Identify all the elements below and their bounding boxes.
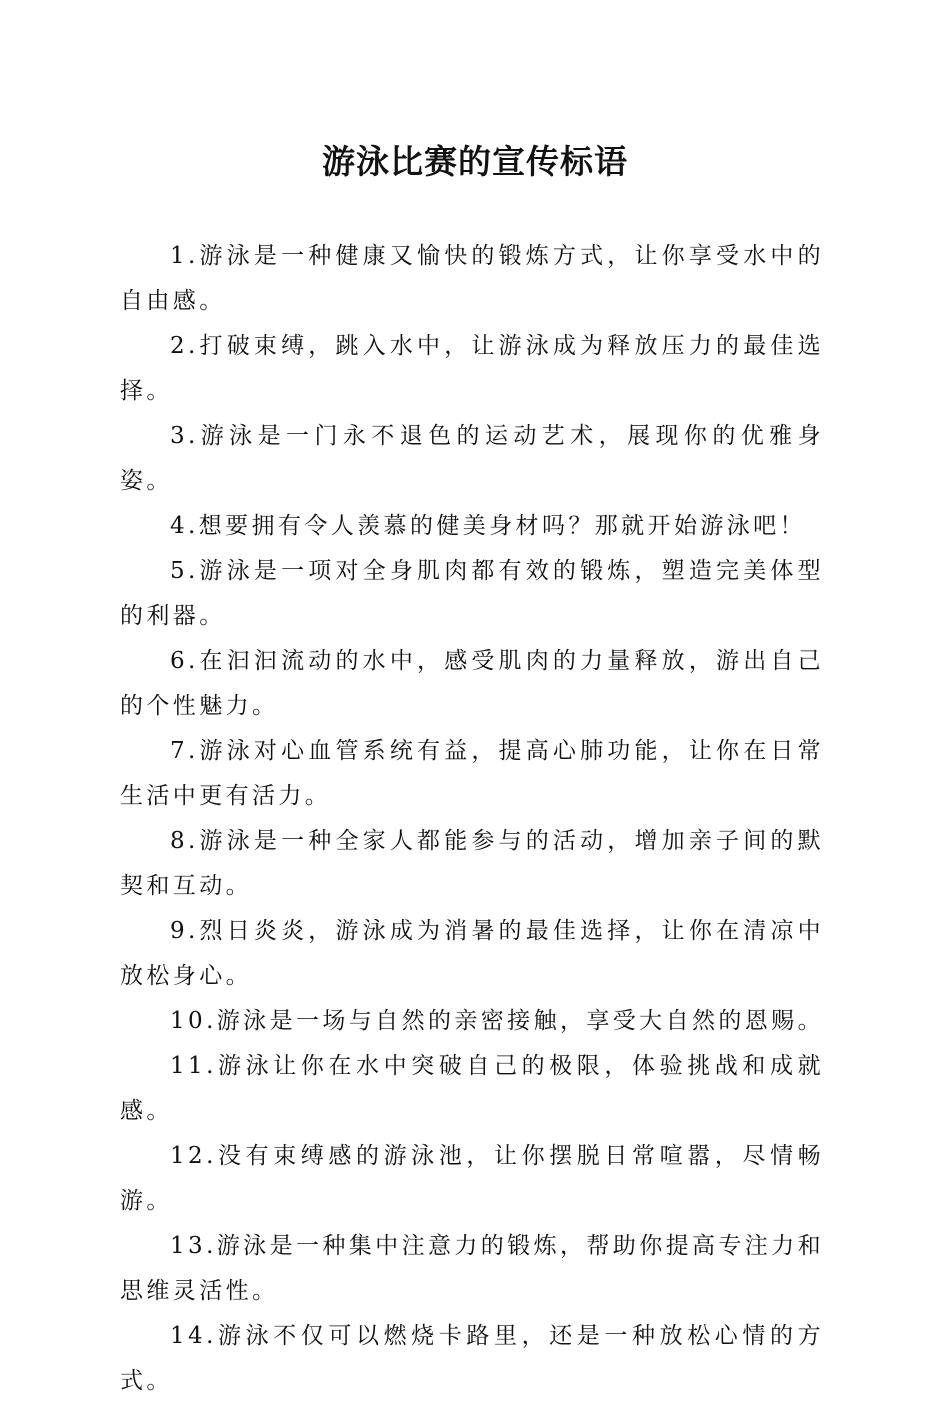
slogan-item: 5.游泳是一项对全身肌肉都有效的锻炼，塑造完美体型的利器。 [120,558,824,629]
slogan-item: 12.没有束缚感的游泳池，让你摆脱日常喧嚣，尽情畅游。 [120,1143,824,1214]
slogan-list [120,234,824,1404]
slogan-item: 13.游泳是一种集中注意力的锻炼，帮助你提高专注力和思维灵活性。 [120,1233,824,1304]
slogan-item: 10.游泳是一场与自然的亲密接触，享受大自然的恩赐。 [170,1008,824,1034]
slogan-item: 14.游泳不仅可以燃烧卡路里，还是一种放松心情的方式。 [120,1323,824,1394]
slogan-item: 1.游泳是一种健康又愉快的锻炼方式，让你享受水中的自由感。 [120,243,824,314]
slogan-item: 6.在汩汩流动的水中，感受肌肉的力量释放，游出自己的个性魅力。 [120,648,824,719]
slogan-item: 7.游泳对心血管系统有益，提高心肺功能，让你在日常生活中更有活力。 [120,738,824,809]
slogan-item: 3.游泳是一门永不退色的运动艺术，展现你的优雅身姿。 [120,423,824,494]
slogan-item: 2.打破束缚，跳入水中，让游泳成为释放压力的最佳选择。 [120,333,824,404]
slogan-item: 11.游泳让你在水中突破自己的极限，体验挑战和成就感。 [120,1053,824,1124]
slogan-item: 8.游泳是一种全家人都能参与的活动，增加亲子间的默契和互动。 [120,828,824,899]
slogan-item: 9.烈日炎炎，游泳成为消暑的最佳选择，让你在清凉中放松身心。 [120,918,824,989]
slogan-item: 4.想要拥有令人羡慕的健美身材吗？那就开始游泳吧！ [170,513,806,539]
document-title: 游泳比赛的宣传标语 [322,142,628,181]
